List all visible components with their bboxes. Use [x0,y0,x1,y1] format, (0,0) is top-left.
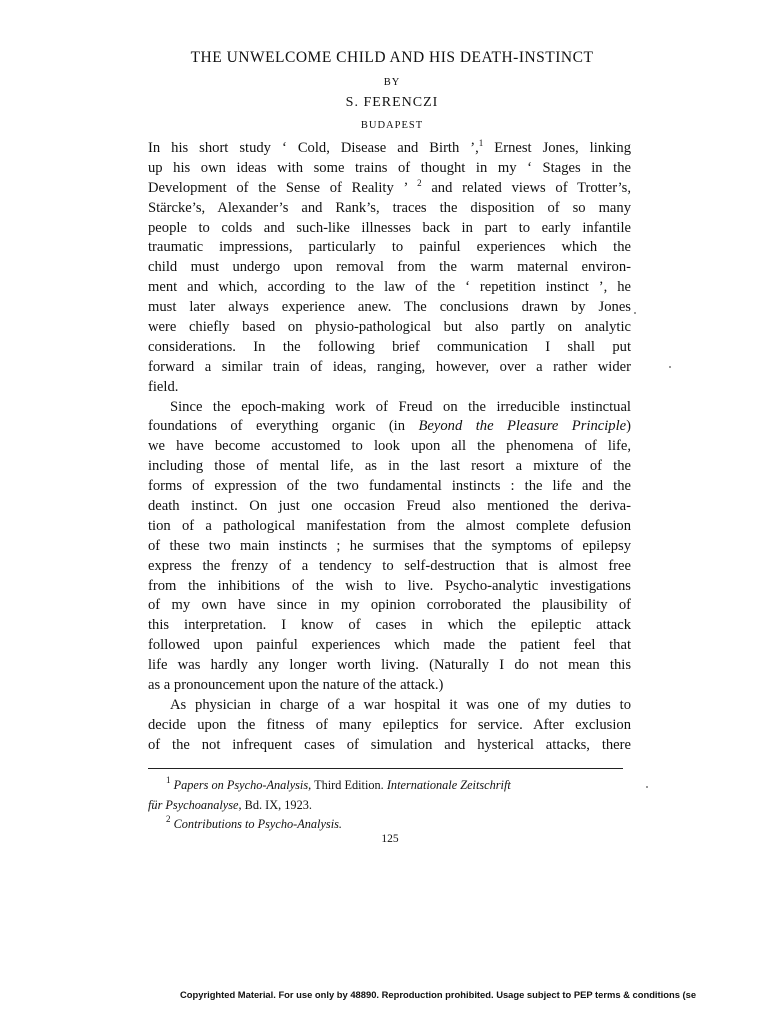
body-line: considerations. In the following brief communication I shall put [148,338,631,355]
copyright-notice: Copyrighted Material. For use only by 48890. Reproduction prohibited. Usage subject to PEP terms & conditions (se [180,989,697,1000]
body-line: must later always experience anew. The conclusions drawn by Jones [148,299,631,316]
body-line: Development of the Sense of Reality ’ $^2$ and related views of Trotter’s, [148,177,631,196]
body-line: up his own ideas with some trains of thought in my ‘ Stages in the [148,159,631,176]
body-line: field. [148,378,179,395]
body-line: this interpretation. I know of cases in which the epileptic attack [148,617,631,634]
body-line: child must undergo upon removal from the warm maternal environ- [148,259,631,276]
body-line: Stärcke’s, Alexander’s and Rank’s, traces the disposition of so many [148,199,631,216]
body-line: followed upon painful experiences which made the patient feel that [148,637,631,654]
article-title: THE UNWELCOME CHILD AND HIS DEATH-INSTINCT [190,49,594,66]
body-line: from the inhibitions of the wish to live. Psycho-analytic investigations [148,577,631,594]
footnote-ref-2: 2 [417,177,422,188]
body-line: foundations of everything organic (in Beyond the Pleasure Principle) [148,418,631,435]
article-body [148,139,631,756]
page-number: 125 [381,833,399,845]
footnote-1-continued: für Psychoanalyse, Bd. IX, 1923. [148,797,312,812]
byline-label: BY [383,77,401,88]
body-line: forward a similar train of ideas, ranging, however, over a rather wider [148,358,631,375]
body-line: traumatic impressions, particularly to painful experiences which the [148,239,631,256]
author-affiliation: BUDAPEST [360,120,424,131]
body-line: As physician in charge of a war hospital it was one of my duties to [170,696,631,713]
footnote-divider [148,768,623,769]
body-line: express the frenzy of a tendency to self-destruction that is almost free [148,557,631,574]
body-line: Since the epoch-making work of Freud on the irreducible instinctual [170,398,631,415]
body-line: of the not infrequent cases of simulation and hysterical attacks, there [148,736,631,753]
body-line: tion of a pathological manifestation from the almost complete defusion [148,517,631,534]
body-line: including those of mental life, as in the last resort a mixture of the [148,458,631,475]
author-name: S. FERENCZI [345,95,439,110]
body-line: decide upon the fitness of many epileptics for service. After exclusion [148,716,631,733]
footnote-ref-1: 1 [478,138,484,148]
body-line: were chiefly based on physio-pathological but also partly on analytic [148,319,631,336]
body-line: of these two main instincts ; he surmises that the symptoms of epilepsy [148,537,631,554]
scan-speck [669,366,671,368]
body-line: people to colds and such-like illnesses back in part to early infantile [148,219,631,236]
body-line: of my own have since in my opinion corroborated the plausibility of [148,597,631,614]
scan-speck [634,312,636,314]
body-line: death instinct. On just one occasion Freud also mentioned the deriva- [148,498,631,515]
footnotes [148,776,628,835]
body-line: forms of expression of the two fundamental instincts : the life and the [148,478,631,495]
body-line: we have become accustomed to look upon all the phenomena of life, [148,438,631,455]
body-line: life was hardly any longer worth living. (Naturally I do not mean this [148,657,631,674]
book-title: Beyond the Pleasure Principle [418,418,627,435]
footnote-1: $^1$ Papers on Psycho-Analysis, Third Edition. Internationale Zeitschrift [166,775,511,792]
scan-speck [646,786,648,788]
body-line: ment and which, according to the law of the ‘ repetition instinct ’, he [148,279,631,296]
body-line: In his short study ‘ Cold, Disease and Birth ’,$^1$ Ernest Jones, linking [148,138,631,156]
footnote-2: $^2$ Contributions to Psycho-Analysis. [166,814,342,831]
body-line: as a pronouncement upon the nature of the attack.) [148,677,444,694]
